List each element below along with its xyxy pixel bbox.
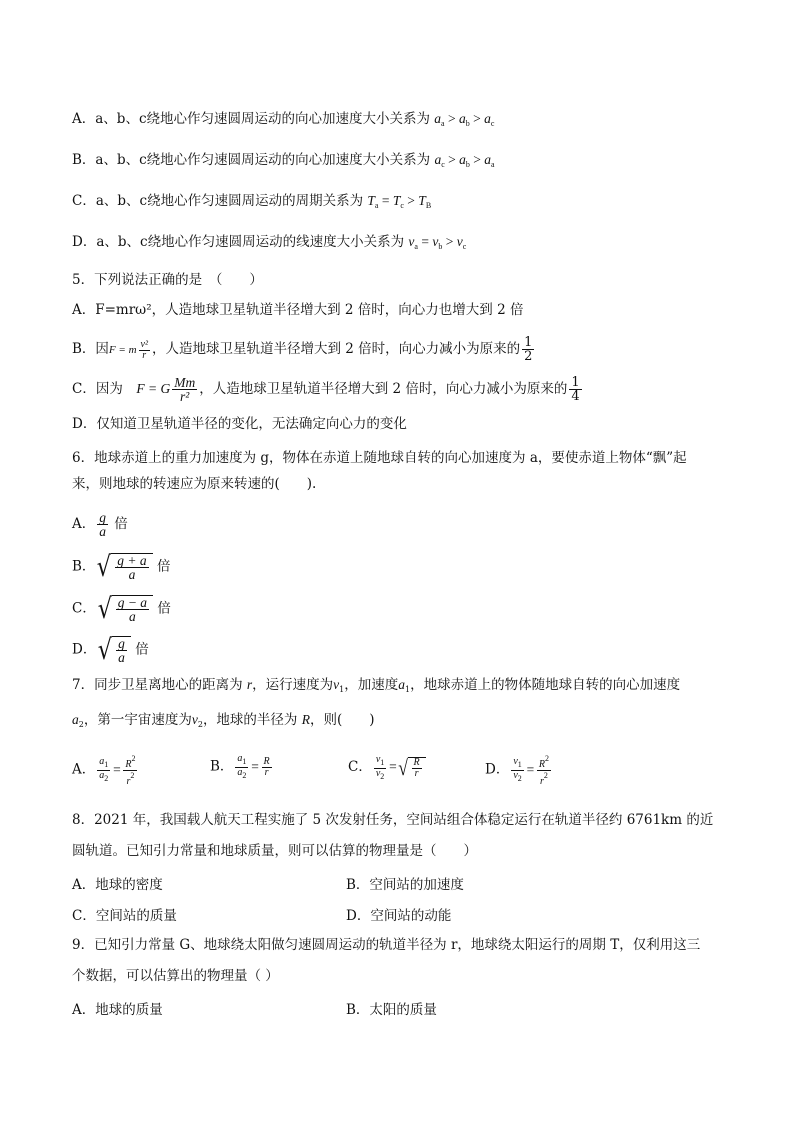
q6-option-a: A． $\frac{g}{a}$ 倍	[72, 510, 128, 539]
q5-option-a: A．F=mrω²，人造地球卫星轨道半径增大到 2 倍时，向心力也增大到 2 倍	[72, 302, 524, 318]
q6-stem-line1: 6．地球赤道上的重力加速度为 g，物体在赤道上随地球自转的向心加速度为 a，要使赤道上物体“飘”起	[72, 450, 687, 466]
q8-option-a: A．地球的密度	[72, 877, 163, 893]
q5-option-b-text: ，人造地球卫星轨道半径增大到 2 倍时，向心力减小为原来的	[151, 341, 521, 357]
q4-option-c-math: $T_a = T_c > T_B$	[367, 193, 432, 210]
q7-stem-line2: $a_2$，第一宇宙速度为$v_2$，地球的半径为 R，则( )	[72, 712, 375, 729]
q7-option-d: D． $\frac{v_1}{v_2}$ = $\frac{R^2}{r^2}$	[485, 754, 550, 787]
q6-stem-line2: 来，则地球的转速应为原来转速的( ).	[72, 476, 317, 492]
q5-option-d: D．仅知道卫星轨道半径的变化，无法确定向心力的变化	[72, 416, 407, 432]
q9-stem-line1: 9．已知引力常量 G、地球绕太阳做匀速圆周运动的轨道半径为 r，地球绕太阳运行的周期 T，仅利用这三	[72, 937, 701, 953]
q5-option-c-text: ，人造地球卫星轨道半径增大到 2 倍时，向心力减小为原来的	[199, 381, 568, 397]
q5-b-formula: F = m $\frac{\text{v²}}{r}$	[108, 338, 148, 361]
q4-option-d-text: D．a、b、c绕地心作匀速圆周运动的线速度大小关系为	[72, 234, 405, 250]
q5-option-b	[72, 336, 536, 363]
q5-c-fraction: $\frac{1}{4}$	[571, 375, 580, 404]
q9-option-b: B．太阳的质量	[346, 1002, 437, 1018]
q4-option-b-math: $a_c > a_b > a_a$	[434, 152, 495, 169]
q5-c-formula: F = G $\frac{Mm}{\text{r²}}$	[136, 375, 196, 405]
q4-option-d-math: $v_a = v_b > v_c$	[408, 234, 467, 251]
q8-stem-line1: 8．2021 年，我国载人航天工程实施了 5 次发射任务，空间站组合体稳定运行在轨道半径约 6761km 的近	[72, 812, 714, 828]
q7-stem-line1: 7．同步卫星离地心的距离为 r，运行速度为$v_1$，加速度$a_1$，地球赤道上的物体随地球自转的向心加速度	[72, 677, 681, 694]
q8-stem-line2: 圆轨道。已知引力常量和地球质量，则可以估算的物理量是（ ）	[72, 843, 477, 859]
q4-option-b	[72, 151, 495, 174]
sqrt-symbol: √ $\frac{g}{a}$	[96, 636, 131, 664]
q4-option-c	[72, 192, 431, 215]
q4-option-d	[72, 233, 466, 256]
q7-option-a: A． $\frac{a_1}{a_2}$ = $\frac{R^2}{r^2}$	[72, 754, 136, 787]
q5-option-c	[72, 376, 584, 403]
q8-option-b: B．空间站的加速度	[346, 877, 464, 893]
sqrt-symbol: √ $\frac{g - a}{a}$	[96, 595, 153, 623]
q4-option-a-math: $a_a > a_b > a_c$	[434, 111, 495, 128]
q7-option-c: C． $\frac{v_1}{v_2}$ =√ $\frac{R}{r}$	[348, 754, 426, 782]
q4-option-a	[72, 110, 494, 133]
q6-option-c: C．√ $\frac{g - a}{a}$ 倍	[72, 592, 171, 625]
q5-option-c-label: C．因为	[72, 381, 137, 397]
q4-option-b-text: B．a、b、c绕地心作匀速圆周运动的向心加速度大小关系为	[72, 152, 431, 168]
q4-option-a-text: A．a、b、c绕地心作匀速圆周运动的向心加速度大小关系为	[72, 111, 430, 127]
q9-option-a: A．地球的质量	[72, 1002, 163, 1018]
q8-option-c: C．空间站的质量	[72, 908, 177, 924]
q8-option-d: D．空间站的动能	[346, 908, 452, 924]
q6-option-d: D．√ $\frac{g}{a}$ 倍	[72, 633, 149, 666]
q5-b-fraction: $\frac{1}{2}$	[524, 335, 533, 364]
q7-option-b: B． $\frac{a_1}{a_2}$ = $\frac{R}{r}$	[210, 753, 270, 780]
q5-option-b-label: B．因	[72, 341, 109, 357]
q6-option-b: B．√ $\frac{g + a}{a}$ 倍	[72, 550, 171, 583]
sqrt-symbol: √ $\frac{g + a}{a}$	[95, 553, 152, 581]
q4-option-c-text: C．a、b、c绕地心作匀速圆周运动的周期关系为	[72, 193, 364, 209]
q9-stem-line2: 个数据，可以估算出的物理量（ ）	[72, 968, 279, 984]
q5-stem: 5．下列说法正确的是 （ ）	[72, 272, 263, 288]
